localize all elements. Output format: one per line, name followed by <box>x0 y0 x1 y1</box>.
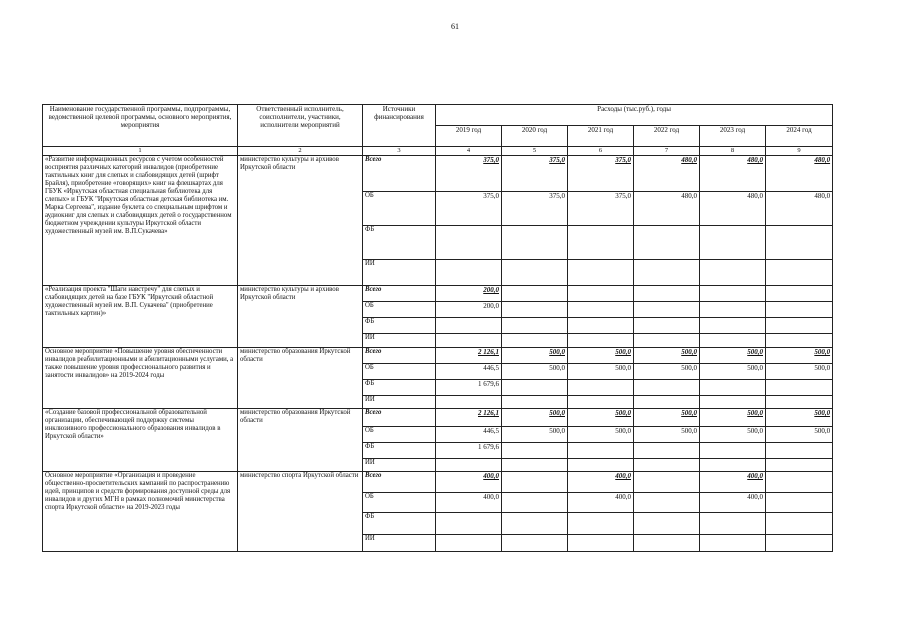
funding-source: ФБ <box>363 380 436 396</box>
expense-value <box>766 286 833 302</box>
funding-source: Всего <box>363 156 436 192</box>
expense-value <box>502 226 568 260</box>
expense-value: 500,0 <box>568 364 634 380</box>
expense-value: 480,0 <box>766 156 833 192</box>
expense-value <box>766 260 833 286</box>
expense-value <box>568 260 634 286</box>
responsible-executor: министерство образования Иркутской области <box>238 409 363 472</box>
funding-source: ОБ <box>363 192 436 226</box>
expense-value <box>568 380 634 396</box>
expense-value <box>766 535 833 552</box>
expense-value <box>568 226 634 260</box>
header-year: 2024 год <box>766 126 833 147</box>
expense-value: 480,0 <box>634 156 700 192</box>
column-number: 5 <box>502 147 568 156</box>
expense-value <box>634 286 700 302</box>
expense-value <box>502 396 568 409</box>
header-year: 2021 год <box>568 126 634 147</box>
expense-value <box>634 472 700 493</box>
expense-value: 2 126,1 <box>436 409 502 427</box>
expense-value <box>568 459 634 472</box>
expense-value: 500,0 <box>502 364 568 380</box>
expense-value <box>436 535 502 552</box>
expense-value: 500,0 <box>568 409 634 427</box>
expense-value <box>700 286 766 302</box>
expense-value: 375,0 <box>502 156 568 192</box>
expense-value: 500,0 <box>502 427 568 443</box>
funding-source: ИИ <box>363 535 436 552</box>
responsible-executor: министерство спорта Иркутской области <box>238 472 363 552</box>
table-row <box>43 472 833 493</box>
responsible-executor: министерство культуры и архивов Иркутской области <box>238 286 363 348</box>
page-number: 61 <box>451 22 459 31</box>
table-row <box>43 409 833 427</box>
funding-source: Всего <box>363 409 436 427</box>
expense-value <box>436 318 502 334</box>
table-body <box>43 156 833 552</box>
expense-value: 500,0 <box>700 409 766 427</box>
header-year: 2022 год <box>634 126 700 147</box>
expense-value: 375,0 <box>502 192 568 226</box>
expense-value: 500,0 <box>766 427 833 443</box>
expense-value <box>502 443 568 459</box>
expense-value <box>436 513 502 535</box>
expense-value: 480,0 <box>700 192 766 226</box>
expense-value <box>700 260 766 286</box>
expense-value <box>502 286 568 302</box>
expense-value <box>766 443 833 459</box>
header-source: Источники финансирования <box>363 105 436 147</box>
expense-value <box>700 334 766 348</box>
expense-value <box>436 396 502 409</box>
expense-value: 400,0 <box>568 493 634 513</box>
expense-value: 446,5 <box>436 427 502 443</box>
expense-value <box>436 459 502 472</box>
header-expenses: Расходы (тыс.руб.), годы <box>436 105 833 126</box>
expense-value <box>700 459 766 472</box>
expense-value <box>766 459 833 472</box>
expense-value <box>634 513 700 535</box>
expense-value: 480,0 <box>766 192 833 226</box>
expense-value <box>766 380 833 396</box>
expense-value: 375,0 <box>436 192 502 226</box>
expense-value <box>502 318 568 334</box>
funding-source: ФБ <box>363 513 436 535</box>
expense-value <box>700 302 766 318</box>
measure-name: Основное мероприятие «Повышение уровня обеспеченности инвалидов реабилитационными и абилитационными услугами, а также повышение уровня профессионального развития и занятости инвалидов» на 2019-2024 годы <box>43 348 238 409</box>
expense-value: 500,0 <box>766 364 833 380</box>
measure-name: «Реализация проекта "Шаги навстречу" для слепых и слабовидящих детей на базе ГБУК "Иркутский областной художественный музей им. В.П. Сукачева" (приобретение тактильных картин)» <box>43 286 238 348</box>
funding-source: ФБ <box>363 443 436 459</box>
expense-value <box>568 318 634 334</box>
expense-value <box>568 513 634 535</box>
funding-source: ФБ <box>363 318 436 334</box>
expense-value: 500,0 <box>502 409 568 427</box>
responsible-executor: министерство культуры и архивов Иркутской области <box>238 156 363 286</box>
expense-value <box>766 396 833 409</box>
expense-value: 500,0 <box>634 364 700 380</box>
column-number: 9 <box>766 147 833 156</box>
expense-value <box>502 513 568 535</box>
expense-value <box>700 318 766 334</box>
expense-value <box>436 226 502 260</box>
expense-value <box>436 260 502 286</box>
expense-value: 200,0 <box>436 302 502 318</box>
column-number: 8 <box>700 147 766 156</box>
funding-source: ИИ <box>363 334 436 348</box>
expense-value <box>766 472 833 493</box>
expense-value <box>568 302 634 318</box>
funding-source: ИИ <box>363 396 436 409</box>
expense-value: 1 679,6 <box>436 380 502 396</box>
expense-value: 400,0 <box>700 493 766 513</box>
funding-source: Всего <box>363 472 436 493</box>
expense-value <box>502 260 568 286</box>
funding-source: ОБ <box>363 302 436 318</box>
expense-value: 480,0 <box>634 192 700 226</box>
responsible-executor: министерство образования Иркутской области <box>238 348 363 409</box>
expense-value <box>502 459 568 472</box>
expense-value <box>502 302 568 318</box>
expense-value <box>634 535 700 552</box>
expense-value <box>568 286 634 302</box>
expense-value <box>634 443 700 459</box>
expense-value: 500,0 <box>634 427 700 443</box>
expense-value <box>634 334 700 348</box>
header-year: 2020 год <box>502 126 568 147</box>
funding-source: ОБ <box>363 364 436 380</box>
expense-value <box>568 535 634 552</box>
expense-value: 400,0 <box>436 493 502 513</box>
expense-value: 375,0 <box>436 156 502 192</box>
expense-value <box>766 493 833 513</box>
expense-value: 500,0 <box>700 348 766 364</box>
expense-value <box>634 459 700 472</box>
expense-value: 200,0 <box>436 286 502 302</box>
funding-source: Всего <box>363 286 436 302</box>
funding-source: ОБ <box>363 493 436 513</box>
funding-source: ОБ <box>363 427 436 443</box>
expense-value: 500,0 <box>634 409 700 427</box>
expense-value <box>766 513 833 535</box>
header-executor: Ответственный исполнитель, соисполнители, участники, исполнители мероприятий <box>238 105 363 147</box>
expense-value: 400,0 <box>436 472 502 493</box>
expense-value: 500,0 <box>502 348 568 364</box>
expense-value <box>766 226 833 260</box>
measure-name: «Создание базовой профессиональной образовательной организации, обеспечивающей поддержку системы инклюзивного профессионального образования инвалидов в Иркутской области» <box>43 409 238 472</box>
expense-value <box>700 535 766 552</box>
header-year: 2023 год <box>700 126 766 147</box>
expense-value <box>634 318 700 334</box>
expense-value <box>502 472 568 493</box>
expense-value <box>700 396 766 409</box>
expense-value <box>700 513 766 535</box>
expense-value <box>766 334 833 348</box>
expense-value <box>634 260 700 286</box>
expense-value <box>502 493 568 513</box>
expense-value <box>502 380 568 396</box>
column-number: 2 <box>238 147 363 156</box>
expense-value <box>700 226 766 260</box>
expense-value <box>568 396 634 409</box>
expense-value <box>766 318 833 334</box>
expense-value <box>766 302 833 318</box>
expense-value: 480,0 <box>700 156 766 192</box>
budget-table <box>42 104 833 552</box>
expense-value: 400,0 <box>568 472 634 493</box>
column-number: 1 <box>43 147 238 156</box>
table-row <box>43 348 833 364</box>
expense-value: 375,0 <box>568 192 634 226</box>
expense-value <box>436 334 502 348</box>
table-row <box>43 156 833 192</box>
expense-value: 500,0 <box>568 427 634 443</box>
expense-value: 446,5 <box>436 364 502 380</box>
expense-value: 400,0 <box>700 472 766 493</box>
expense-value: 500,0 <box>634 348 700 364</box>
expense-value: 375,0 <box>568 156 634 192</box>
measure-name: «Развитие информационных ресурсов с учетом особенностей восприятия различных категорий инвалидов (приобретение тактильных книг для слепых и слабовидящих детей (шрифт Брайля), приобретение «говорящих» книг на флешкартах для ГБУК «Иркутская областная специальная библиотека для слепых» и ГБУК "Иркутская областная детская библиотека им. Марка Сергеева", издание буклета со специальным шрифтом и аудиокниг для слепых и слабовидящих детей о государственном бюджетном учреждении культуры Иркутской области художественный музей им. В.П.Сукачева» <box>43 156 238 286</box>
column-number: 7 <box>634 147 700 156</box>
column-number: 6 <box>568 147 634 156</box>
expense-value <box>634 380 700 396</box>
expense-value <box>502 535 568 552</box>
expense-value <box>568 443 634 459</box>
funding-source: ИИ <box>363 459 436 472</box>
expense-value <box>700 380 766 396</box>
expense-value: 500,0 <box>766 409 833 427</box>
expense-value: 1 679,6 <box>436 443 502 459</box>
measure-name: Основное мероприятие «Организация и проведение общественно-просветительских кампаний по распространению идей, принципов и средств формирования доступной среды для инвалидов и других МГН в рамках полномочий министерства спорта Иркутской области» на 2019-2023 годы <box>43 472 238 552</box>
header-year: 2019 год <box>436 126 502 147</box>
column-number: 3 <box>363 147 436 156</box>
expense-value: 500,0 <box>700 427 766 443</box>
funding-source: ИИ <box>363 260 436 286</box>
expense-value: 500,0 <box>700 364 766 380</box>
funding-source: ФБ <box>363 226 436 260</box>
expense-value <box>634 396 700 409</box>
expense-value <box>502 334 568 348</box>
table-row <box>43 286 833 302</box>
expense-value <box>634 302 700 318</box>
expense-value <box>700 443 766 459</box>
expense-value: 2 126,1 <box>436 348 502 364</box>
expense-value <box>634 226 700 260</box>
expense-value <box>634 493 700 513</box>
expense-value <box>568 334 634 348</box>
header-name: Наименование государственной программы, подпрограммы, ведомственной целевой программы, основного мероприятия, мероприятия <box>43 105 238 147</box>
column-number: 4 <box>436 147 502 156</box>
expense-value: 500,0 <box>568 348 634 364</box>
expense-value: 500,0 <box>766 348 833 364</box>
funding-source: Всего <box>363 348 436 364</box>
